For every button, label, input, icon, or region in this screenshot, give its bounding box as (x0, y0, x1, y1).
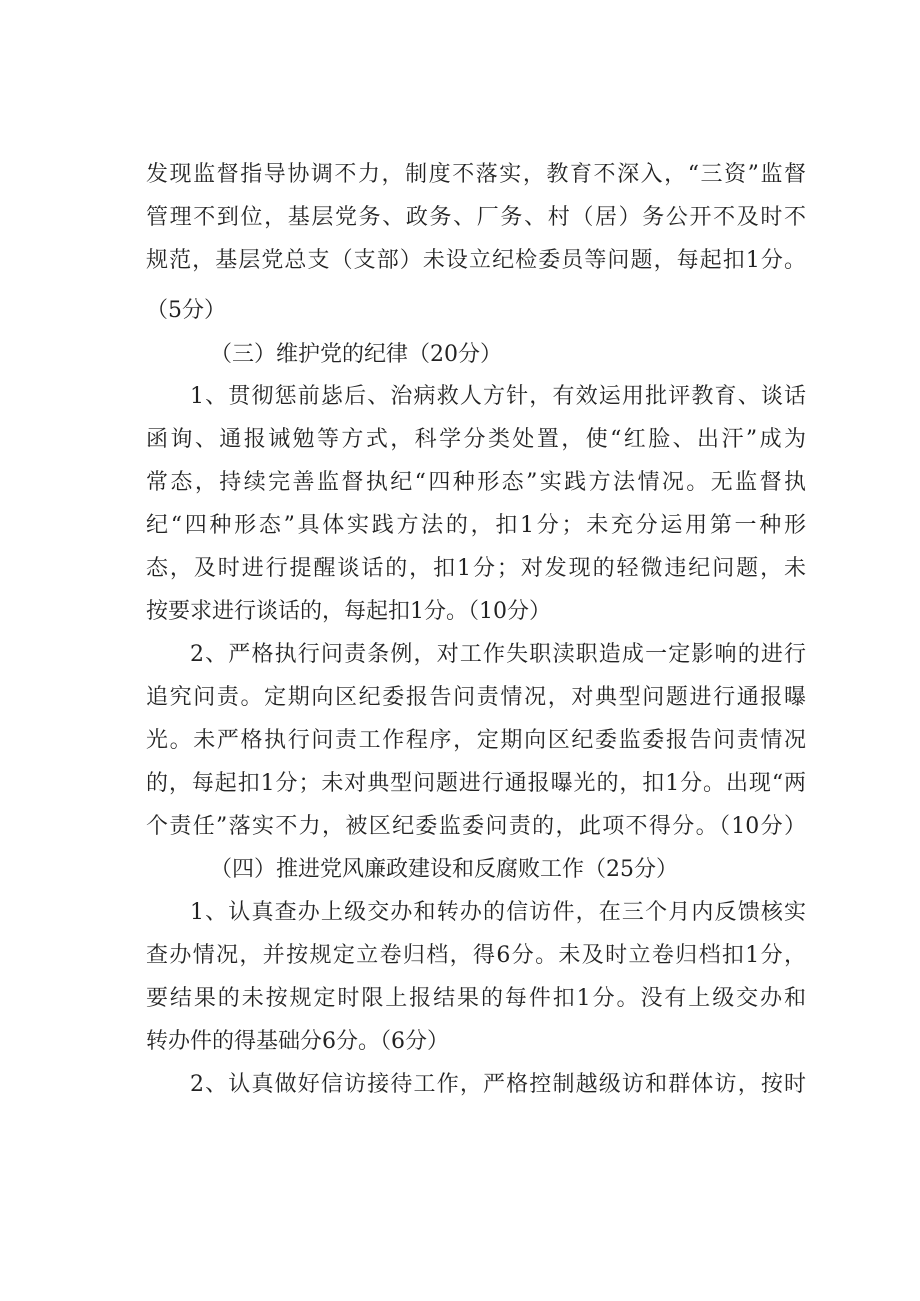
paragraph-line: 2、认真做好信访接待工作，严格控制越级访和群体访，按时 (190, 1072, 806, 1097)
paragraph-line: 个责任”落实不力，被区纪委监委问责的，此项不得分。（10分） (146, 814, 806, 839)
paragraph-line: 光。未严格执行问责工作程序，定期向区纪委监委报告问责情况 (146, 728, 806, 753)
paragraph-line: 查办情况，并按规定立卷归档，得6分。未及时立卷归档扣1分， (146, 943, 806, 968)
paragraph-line: 追究问责。定期向区纪委报告问责情况，对典型问题进行通报曝 (146, 685, 806, 710)
paragraph-line: 规范，基层党总支（支部）未设立纪检委员等问题，每起扣1分。 (146, 248, 806, 273)
paragraph-line: 1、贯彻惩前毖后、治病救人方针，有效运用批评教育、谈话 (190, 384, 806, 409)
paragraph-line: （5分） (146, 298, 226, 323)
paragraph-line: 发现监督指导协调不力，制度不落实，教育不深入，“三资”监督 (146, 162, 806, 187)
paragraph-line: 的，每起扣1分；未对典型问题进行通报曝光的，扣1分。出现“两 (146, 771, 806, 796)
paragraph-line: 1、认真查办上级交办和转办的信访件，在三个月内反馈核实 (190, 900, 806, 925)
paragraph-line: 2、严格执行问责条例，对工作失职渎职造成一定影响的进行 (190, 642, 806, 667)
paragraph-line: 纪“四种形态”具体实践方法的，扣1分；未充分运用第一种形 (146, 513, 806, 538)
paragraph-line: 管理不到位，基层党务、政务、厂务、村（居）务公开不及时不 (146, 205, 806, 230)
paragraph-line: 要结果的未按规定时限上报结果的每件扣1分。没有上级交办和 (146, 986, 806, 1011)
paragraph-line: 按要求进行谈话的，每起扣1分。（10分） (146, 599, 551, 624)
paragraph-line: 函询、通报诫勉等方式，科学分类处置，使“红脸、出汗”成为 (146, 427, 806, 452)
paragraph-line: 态，及时进行提醒谈话的，扣1分；对发现的轻微违纪问题，未 (146, 556, 806, 581)
section-heading-3: （三）维护党的纪律（20分） (210, 342, 502, 367)
paragraph-line: 常态，持续完善监督执纪“四种形态”实践方法情况。无监督执 (146, 470, 806, 495)
section-heading-4: （四）推进党风廉政建设和反腐败工作（25分） (210, 857, 678, 882)
paragraph-line: 转办件的得基础分6分。（6分） (146, 1029, 449, 1054)
